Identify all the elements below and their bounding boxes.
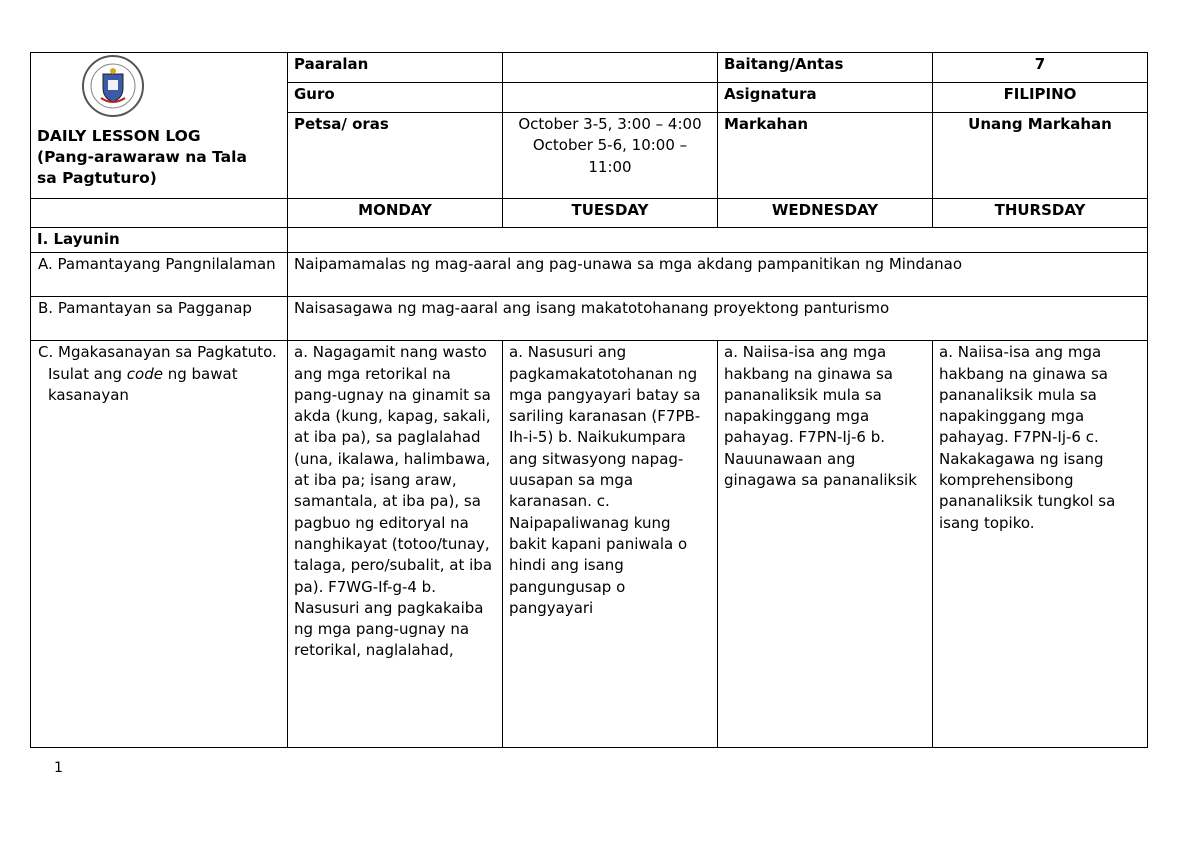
guro-value (503, 83, 718, 113)
dll-title-line1: DAILY LESSON LOG (37, 127, 201, 145)
paaralan-label: Paaralan (288, 53, 503, 83)
pamantayan-sa-pagganap-text: Naisasagawa ng mag-aaral ang isang makatotohanang proyektong panturismo (288, 297, 1148, 341)
petsa-value (503, 113, 718, 199)
competency-tuesday: a. Nasusuri ang pagkamakatotohanan ng mga pangyayari batay sa sariling karanasan (F7PB-Ih-i-5) b. Naikukumpara ang sitwasyong napag-uusapan sa mga karanasan. c. Naipapaliwanag kung bakit kapani paniwala o hindi ang isang pangungusap o pangyayari (503, 341, 718, 748)
markahan-value: Unang Markahan (933, 113, 1148, 199)
pamantayang-pangnilalaman-label: A. Pamantayang Pangnilalaman (31, 253, 288, 297)
kasanayan-label-code: code (126, 364, 163, 383)
layunin-blank (288, 228, 1148, 253)
paaralan-value (503, 53, 718, 83)
deped-seal-icon (81, 54, 145, 118)
page-number: 1 (54, 760, 63, 776)
baitang-value: 7 (933, 53, 1148, 83)
kasanayan-label (31, 341, 288, 748)
competency-thursday: a. Naiisa-isa ang mga hakbang na ginawa sa pananaliksik mula sa napakinggang mga pahayag. F7PN-Ij-6 c. Nakakagawa ng isang komprehensibong pananaliksik tungkol sa isang topiko. (933, 341, 1148, 748)
markahan-label: Markahan (718, 113, 933, 199)
day-thursday: THURSDAY (933, 199, 1148, 228)
competency-monday: a. Nagagamit nang wasto ang mga retorikal na pang-ugnay na ginamit sa akda (kung, kapag, sakali, at iba pa), sa paglalahad (una, ikalawa, halimbawa, at iba pa; isang araw, samantala, at iba pa), sa pagbuo ng editoryal na nanghikayat (totoo/tunay, talaga, pero/subalit, at iba pa). F7WG-If-g-4 b. Nasusuri ang pagkakaiba ng mga pang-ugnay na retorikal, naglalahad, (288, 341, 503, 748)
asignatura-value: FILIPINO (933, 83, 1148, 113)
competency-wednesday: a. Naiisa-isa ang mga hakbang na ginawa sa pananaliksik mula sa napakinggang mga pahayag. F7PN-Ij-6 b. Nauunawaan ang ginagawa sa pananaliksik (718, 341, 933, 748)
title-cell (31, 53, 288, 199)
petsa-value-line2: October 5-6, 10:00 – 11:00 (532, 136, 688, 176)
day-monday: MONDAY (288, 199, 503, 228)
day-header-blank (31, 199, 288, 228)
pamantayang-pangnilalaman-text: Naipamamalas ng mag-aaral ang pag-unawa sa mga akdang pampanitikan ng Mindanao (288, 253, 1148, 297)
day-wednesday: WEDNESDAY (718, 199, 933, 228)
petsa-label: Petsa/ oras (288, 113, 503, 199)
kasanayan-label-post: ng bawat kasanayan (48, 364, 238, 404)
day-tuesday: TUESDAY (503, 199, 718, 228)
petsa-value-line1: October 3-5, 3:00 – 4:00 (518, 115, 702, 133)
baitang-label: Baitang/Antas (718, 53, 933, 83)
layunin-heading: I. Layunin (31, 228, 288, 253)
pamantayan-sa-pagganap-label: B. Pamantayan sa Pagganap (31, 297, 288, 341)
kasanayan-label-pre: C. Mgakasanayan sa Pagkatuto. Isulat ang (38, 343, 277, 383)
guro-label: Guro (288, 83, 503, 113)
dll-title-line2: (Pang-arawaraw na Tala (37, 148, 247, 166)
asignatura-label: Asignatura (718, 83, 933, 113)
daily-lesson-log-table (30, 52, 1148, 748)
dll-title-line3: sa Pagtuturo) (37, 169, 157, 187)
